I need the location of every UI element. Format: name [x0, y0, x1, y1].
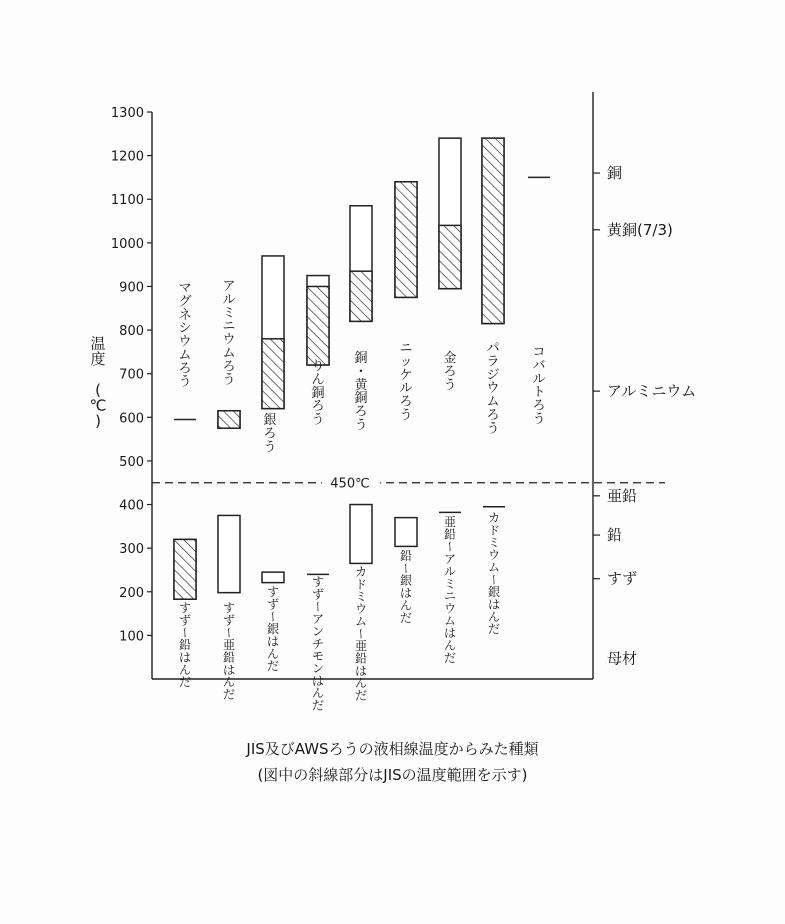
upper-bar-label — [354, 351, 368, 433]
y-tick-label: 1200 — [110, 149, 144, 165]
label-char: ず — [266, 597, 280, 612]
label-char: 銀 — [487, 585, 501, 600]
label-char: 鉛 — [178, 638, 192, 653]
label-char: 銅 — [354, 351, 368, 366]
label-char: ず — [311, 587, 325, 602]
label-char: シ — [178, 321, 192, 337]
y-tick-label: 700 — [119, 367, 144, 383]
upper-bar-jis-range — [482, 138, 504, 323]
label-char: ず — [178, 613, 192, 628]
right-label: 母材 — [607, 649, 638, 668]
label-char: ド — [487, 523, 501, 538]
label-char: 銅 — [311, 385, 325, 401]
label-char: だ — [178, 675, 192, 690]
label-char: は — [354, 663, 368, 678]
label-char: モ — [311, 649, 325, 664]
label-char: ア — [443, 552, 457, 567]
label-char: ム — [222, 345, 236, 361]
label-char: ウ — [486, 381, 500, 397]
y-tick-label: 500 — [119, 454, 144, 470]
label-char: だ — [443, 650, 457, 665]
reference-label: 450℃ — [330, 476, 370, 492]
label-char: ん — [399, 598, 413, 613]
lower-bar-label — [354, 565, 368, 703]
upper-bar-jis-range — [439, 225, 461, 288]
label-char: ム — [443, 613, 457, 628]
label-char: ト — [532, 385, 546, 401]
label-char: ウ — [354, 602, 368, 617]
label-char: 銅 — [354, 391, 368, 407]
label-char: ー — [443, 540, 457, 553]
lower-bar-label — [487, 511, 501, 636]
lower-bar-range — [218, 515, 240, 592]
label-char: だ — [266, 659, 280, 674]
label-char: コ — [532, 345, 546, 360]
label-char: は — [178, 650, 192, 665]
label-char: す — [311, 575, 325, 589]
label-char: ム — [486, 394, 500, 410]
label-char: 亜 — [443, 515, 457, 529]
label-char: ニ — [399, 341, 413, 356]
label-char: ン — [311, 624, 325, 639]
y-tick-label: 300 — [119, 542, 144, 558]
label-char: ん — [354, 676, 368, 691]
lower-bar-range — [350, 505, 372, 564]
label-char: ろ — [532, 398, 546, 414]
label-char: ん — [443, 638, 457, 653]
label-char: ラ — [486, 354, 500, 370]
y-tick-label: 1300 — [110, 106, 144, 121]
label-char: ー — [178, 626, 192, 639]
label-char: ウ — [487, 548, 501, 563]
y-tick-label: 1100 — [110, 193, 144, 209]
label-char: ー — [487, 573, 501, 586]
label-char: 金 — [443, 351, 457, 366]
upper-bar-label — [532, 345, 545, 427]
label-char: 黄 — [354, 377, 368, 393]
lower-bar-label — [266, 585, 280, 673]
label-char: ろ — [354, 404, 368, 420]
label-char: だ — [222, 687, 236, 702]
label-char: は — [443, 626, 457, 641]
label-char: カ — [487, 511, 501, 525]
lower-bar-label — [311, 575, 325, 713]
upper-bar-label — [263, 413, 276, 455]
label-char: り — [311, 359, 325, 374]
label-char: ・ — [354, 364, 368, 380]
lower-bar-range — [395, 518, 417, 547]
label-char: は — [222, 662, 236, 677]
label-char: だ — [399, 610, 413, 625]
label-char: う — [443, 377, 457, 393]
upper-bar-jis-range — [218, 411, 240, 428]
label-char: ず — [222, 613, 236, 628]
label-char: ろ — [486, 407, 500, 423]
label-char: う — [311, 412, 325, 428]
y-tick-label: 800 — [119, 324, 144, 340]
label-char: ン — [311, 661, 325, 676]
label-char: ん — [222, 675, 236, 690]
label-char: う — [354, 417, 368, 433]
lower-bar-range — [262, 572, 284, 582]
label-char: ろ — [443, 364, 457, 380]
label-char: ミ — [443, 576, 457, 591]
caption-title: JIS及びAWSろうの液相線温度からみた種類 — [246, 740, 539, 758]
label-char: 鉛 — [399, 549, 413, 563]
upper-bar-label — [311, 359, 324, 428]
label-char: は — [266, 634, 280, 649]
upper-bar-jis-range — [395, 182, 417, 298]
label-char: ろ — [263, 426, 277, 442]
label-char: う — [532, 411, 546, 427]
label-char: ム — [178, 347, 192, 363]
label-char: ウ — [222, 332, 236, 348]
upper-bar-jis-range — [350, 271, 372, 321]
label-char: う — [486, 421, 500, 437]
y-tick-label: 1000 — [110, 236, 144, 252]
label-char: 亜 — [222, 638, 236, 653]
label-char: ー — [354, 627, 368, 640]
label-char: ル — [222, 292, 236, 308]
label-char: ネ — [178, 307, 192, 323]
label-char: 温 — [90, 334, 106, 353]
label-char: ケ — [399, 367, 413, 383]
text-layer — [90, 106, 697, 713]
label-char: ミ — [222, 305, 236, 321]
label-char: ん — [311, 686, 325, 701]
label-char: ド — [354, 577, 368, 592]
label-char: ろ — [222, 359, 236, 375]
label-char: は — [311, 673, 325, 688]
upper-bar-label — [178, 281, 191, 390]
y-tick-label: 400 — [119, 498, 144, 514]
label-char: ル — [399, 381, 413, 397]
label-char: ミ — [354, 589, 368, 604]
label-char: 鉛 — [354, 651, 368, 666]
label-char: ろ — [178, 361, 192, 377]
label-char: バ — [532, 358, 546, 374]
caption-note: (図中の斜線部分はJISの温度範囲を示す) — [257, 766, 528, 784]
label-char: ア — [311, 612, 325, 627]
label-char: ん — [311, 372, 325, 388]
y-tick-label: 600 — [119, 411, 144, 427]
label-char: ろ — [311, 399, 325, 415]
y-tick-label: 200 — [119, 585, 144, 601]
label-char: ニ — [222, 319, 236, 335]
lower-bar-label — [399, 549, 413, 625]
label-char: チ — [311, 636, 325, 651]
label-char: ジ — [486, 367, 500, 383]
label-char: ん — [487, 609, 501, 624]
label-char: ー — [311, 600, 325, 613]
upper-bar-jis-range — [262, 339, 284, 409]
lower-bar-label — [178, 601, 192, 689]
label-char: ー — [266, 610, 280, 623]
label-char: グ — [178, 294, 192, 310]
upper-bar-label — [399, 341, 412, 423]
label-char: カ — [354, 565, 368, 579]
label-char: ー — [222, 626, 236, 639]
label-char: ッ — [399, 354, 413, 370]
label-char: ム — [487, 560, 501, 575]
y-tick-label: 100 — [119, 629, 144, 645]
label-char: ℃ — [89, 396, 107, 415]
right-label: 鉛 — [607, 526, 623, 545]
upper-bar-label — [222, 279, 235, 388]
label-char: ウ — [443, 601, 457, 616]
label-char: ル — [532, 371, 546, 387]
label-char: す — [266, 585, 280, 599]
label-char: ( — [95, 380, 101, 399]
label-char: ) — [95, 411, 101, 430]
label-char: は — [399, 586, 413, 601]
label-char: だ — [487, 622, 501, 637]
label-char: 度 — [90, 349, 106, 368]
lower-bar-jis-range — [174, 539, 196, 599]
label-char: 鉛 — [443, 527, 457, 542]
label-char: マ — [178, 281, 192, 296]
label-char: ん — [178, 662, 192, 677]
y-tick-label: 900 — [119, 280, 144, 296]
label-char: は — [487, 597, 501, 612]
label-char: ん — [266, 646, 280, 661]
label-char: す — [178, 601, 192, 615]
label-char: 亜 — [354, 639, 368, 654]
upper-bar-label — [486, 341, 499, 436]
label-char: ウ — [178, 334, 192, 350]
lower-bar-label — [443, 515, 457, 665]
label-char: だ — [311, 698, 325, 713]
right-label: 亜鉛 — [607, 486, 638, 505]
label-char: う — [399, 407, 413, 423]
label-char: ム — [354, 614, 368, 629]
label-char: う — [178, 374, 192, 390]
label-char: う — [263, 439, 277, 455]
label-char: 銀 — [399, 573, 413, 588]
right-label: 黄銅(7/3) — [607, 220, 673, 239]
label-char: す — [222, 601, 236, 615]
label-char: ア — [222, 279, 236, 294]
right-label: 銅 — [607, 164, 623, 183]
upper-bar-jis-range — [307, 286, 329, 365]
label-char: 銀 — [263, 413, 277, 428]
y-axis-title — [90, 335, 107, 430]
label-char: ル — [443, 564, 457, 579]
lower-bar-label — [222, 601, 236, 702]
right-label: すず — [607, 569, 638, 588]
label-char: う — [222, 372, 236, 388]
label-char: パ — [486, 341, 500, 356]
right-label: アルミニウム — [607, 382, 697, 401]
label-char: ー — [399, 562, 413, 575]
upper-bar-label — [443, 350, 456, 393]
label-char: ニ — [443, 589, 457, 604]
label-char: 鉛 — [222, 650, 236, 665]
label-char: ミ — [487, 535, 501, 550]
label-char: だ — [354, 688, 368, 703]
label-char: 銀 — [266, 622, 280, 637]
label-char: ろ — [399, 394, 413, 410]
